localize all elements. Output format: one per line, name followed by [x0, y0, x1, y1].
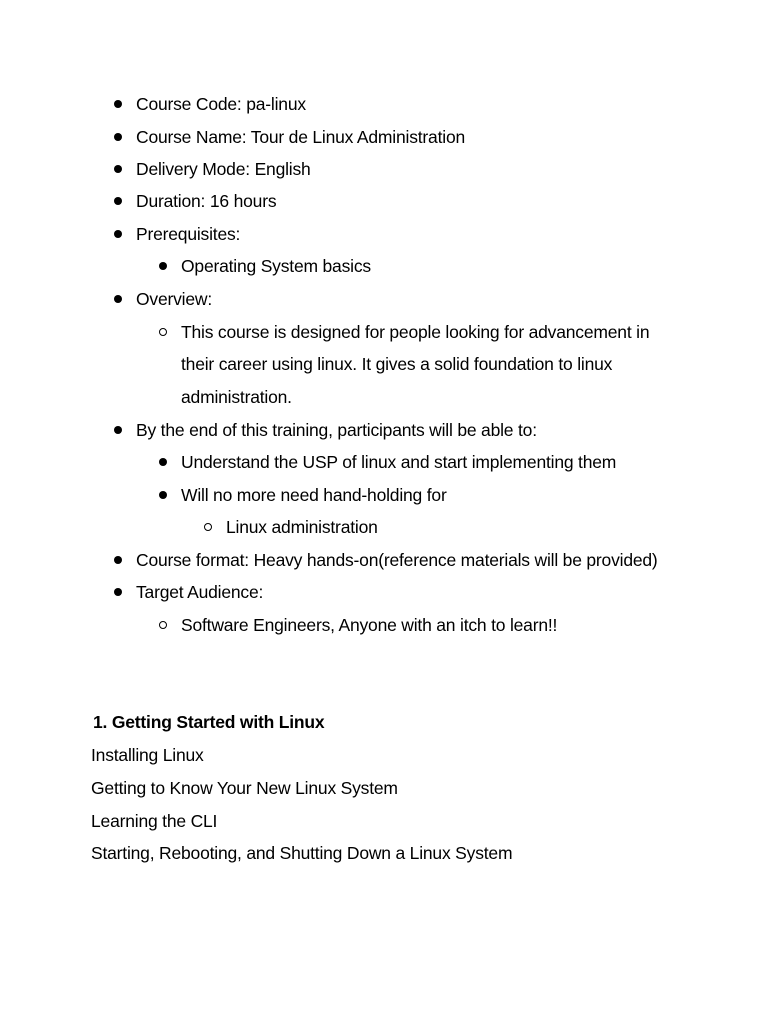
section-item: Starting, Rebooting, and Shutting Down a Linux System — [91, 843, 513, 863]
section-item: Learning the CLI — [91, 811, 218, 831]
disc-bullet-icon — [114, 556, 122, 564]
course-name: Course Name: Tour de Linux Administration — [136, 127, 466, 147]
course-code: Course Code: pa-linux — [136, 94, 306, 114]
outcome-item: Will no more need hand-holding for — [181, 485, 447, 505]
overview-text-line-1: This course is designed for people looking for advancement in — [181, 322, 650, 342]
prerequisites-label: Prerequisites: — [136, 224, 241, 244]
disc-bullet-icon — [159, 458, 167, 466]
disc-bullet-icon — [114, 100, 122, 108]
duration: Duration: 16 hours — [136, 191, 277, 211]
disc-bullet-icon — [114, 165, 122, 173]
disc-bullet-icon — [159, 262, 167, 270]
section-item: Getting to Know Your New Linux System — [91, 778, 398, 798]
prerequisite-item: Operating System basics — [181, 256, 371, 276]
outcome-sub-item: Linux administration — [226, 517, 378, 537]
disc-bullet-icon — [114, 295, 122, 303]
circle-bullet-icon — [159, 621, 167, 629]
target-audience-item: Software Engineers, Anyone with an itch to learn!! — [181, 615, 558, 635]
disc-bullet-icon — [114, 588, 122, 596]
delivery-mode: Delivery Mode: English — [136, 159, 311, 179]
circle-bullet-icon — [204, 523, 212, 531]
outcome-item: Understand the USP of linux and start implementing them — [181, 452, 617, 472]
disc-bullet-icon — [114, 426, 122, 434]
course-format: Course format: Heavy hands-on(reference materials will be provided) — [136, 550, 658, 570]
target-audience-label: Target Audience: — [136, 582, 264, 602]
section-heading: 1. Getting Started with Linux — [93, 712, 325, 732]
outcomes-label: By the end of this training, participants will be able to: — [136, 420, 537, 440]
disc-bullet-icon — [114, 133, 122, 141]
overview-text-line-3: administration. — [181, 387, 292, 407]
section-item: Installing Linux — [91, 745, 204, 765]
circle-bullet-icon — [159, 328, 167, 336]
disc-bullet-icon — [159, 491, 167, 499]
overview-text-line-2: their career using linux. It gives a solid foundation to linux — [181, 354, 613, 374]
overview-label: Overview: — [136, 289, 212, 309]
disc-bullet-icon — [114, 197, 122, 205]
disc-bullet-icon — [114, 230, 122, 238]
